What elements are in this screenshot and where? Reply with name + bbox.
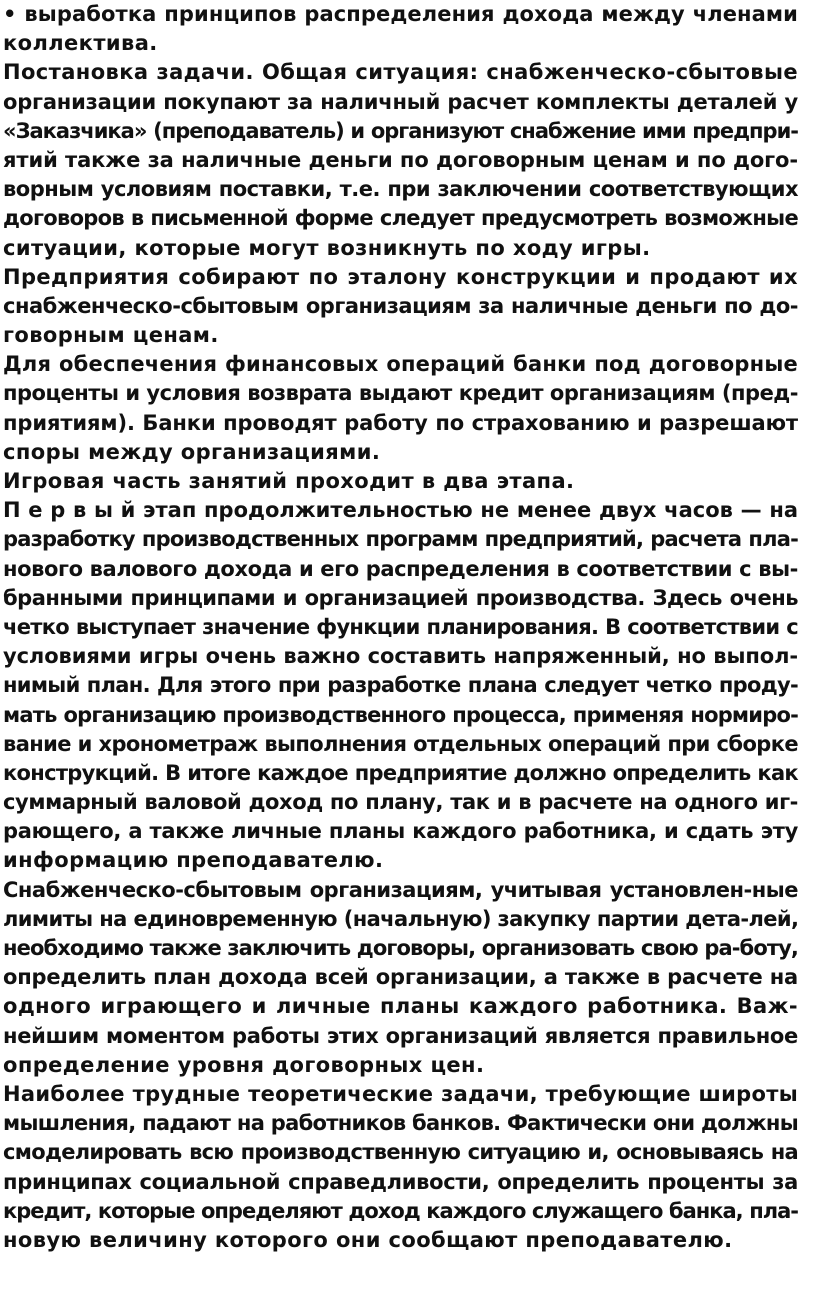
text-line: Снабженческо-сбытовым организациям, учитывая установлен-ные	[3, 877, 798, 902]
text-line: нового валового дохода и его распределения в соответствии с вы-	[3, 556, 798, 581]
text-line: Игровая часть занятий проходит в два этапа.	[3, 469, 575, 493]
text-line: рающего, а также личные планы каждого работника, и сдать эту	[3, 819, 798, 844]
text-line: ситуации, которые могут возникнуть по ходу игры.	[3, 235, 651, 260]
text-line: лимиты на единовременную (начальную) закупку партии дета-лей,	[3, 906, 799, 931]
banks-paragraph	[3, 350, 798, 467]
text-line: разработку производственных программ предприятий, расчета пла-	[3, 527, 798, 552]
bank-workers-paragraph	[3, 1080, 798, 1255]
text-line: вание и хронометраж выполнения отдельных операций при сборке	[3, 731, 798, 756]
text-line: одного играющего и личные планы каждого работника. Важ-	[3, 994, 798, 1019]
text-line: ворным условиям поставки, т.е. при заключении соответствующих	[3, 177, 798, 202]
text-line: проценты и условия возврата выдают кредит организациям (пред-	[3, 381, 798, 406]
text-line: смоделировать всю производственную ситуацию и, основываясь на	[3, 1140, 798, 1165]
bullet-paragraph	[3, 0, 798, 58]
text-line: организации покупают за наличный расчет комплекты деталей у	[3, 89, 798, 114]
game-stages-paragraph	[3, 467, 798, 496]
text-line: Предприятия собирают по эталону конструкции и продают их	[3, 264, 798, 289]
text-line: коллектива.	[3, 31, 158, 56]
text-line: принципах социальной справедливости, определить проценты за	[3, 1169, 798, 1194]
text-line: договоров в письменной форме следует предусмотреть возможные	[3, 206, 798, 231]
text-line: нейшим моментом работы этих организаций является правильное	[3, 1023, 798, 1048]
text-line: ятий также за наличные деньги по договорным ценам и по дого-	[3, 147, 798, 172]
text-line: «Заказчика» (преподаватель) и организуют снабжение ими предпри-	[3, 118, 798, 143]
text-line: определить план дохода всей организации, а также в расчете на	[3, 965, 798, 990]
text-line: мышления, падают на работников банков. Фактически они должны	[3, 1111, 798, 1136]
text-line: суммарный валовой доход по плану, так и в расчете на одного иг-	[3, 790, 798, 815]
text-line: мать организацию производственного процесса, применяя нормиро-	[3, 702, 798, 727]
text-line: Постановка задачи. Общая ситуация: снабженческо-сбытовые	[3, 60, 798, 85]
text-line: снабженческо-сбытовым организациям за наличные деньги по до-	[3, 293, 798, 318]
text-line: нимый план. Для этого при разработке плана следует четко проду-	[3, 673, 798, 698]
text-line: говорным ценам.	[3, 323, 219, 348]
text-line: П е р в ы й этап продолжительностью не менее двух часов — на	[3, 498, 798, 523]
text-line: четко выступает значение функции планирования. В соответствии с	[3, 614, 798, 639]
text-line: условиями игры очень важно составить напряженный, но выпол-	[3, 644, 798, 669]
text-line: конструкций. В итоге каждое предприятие должно определить как	[3, 760, 798, 785]
text-line: новую величину которого они сообщают преподавателю.	[3, 1227, 733, 1252]
text-line: споры между организациями.	[3, 439, 381, 464]
text-line: • выработка принципов распределения дохода между членами	[3, 2, 798, 26]
problem-statement-paragraph	[3, 58, 798, 262]
supply-organizations-paragraph	[3, 876, 798, 1080]
text-line: Для обеспечения финансовых операций банки под договорные	[3, 352, 798, 377]
text-line: необходимо также заключить договоры, организовать свою ра-боту,	[3, 936, 798, 960]
text-line: определение уровня договорных цен.	[3, 1052, 485, 1077]
text-line: бранными принципами и организацией производства. Здесь очень	[3, 585, 798, 610]
enterprises-paragraph	[3, 263, 798, 351]
text-line: информацию преподавателю.	[3, 848, 384, 873]
text-line: Наиболее трудные теоретические задачи, требующие широты	[3, 1081, 798, 1106]
text-line: кредит, которые определяют доход каждого служащего банка, пла-	[3, 1198, 798, 1223]
text-line: приятиям). Банки проводят работу по страхованию и разрешают	[3, 410, 798, 435]
first-stage-paragraph	[3, 496, 798, 875]
